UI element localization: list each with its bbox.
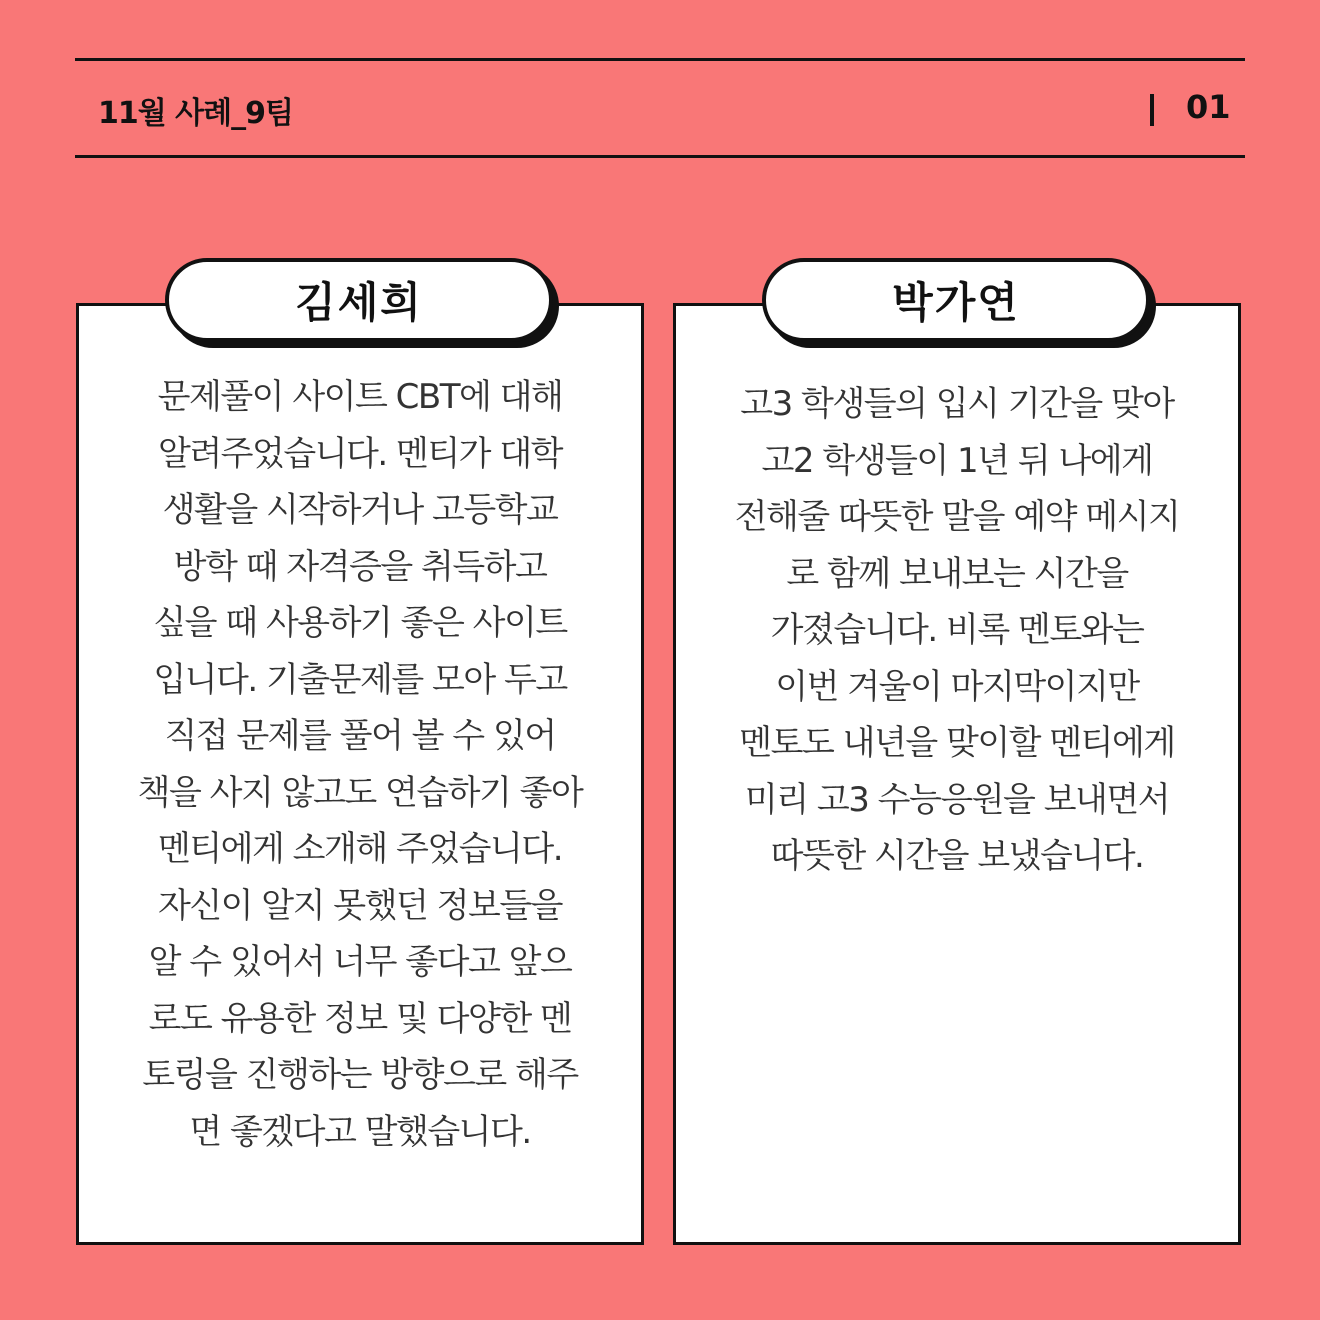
body-line: 로도 유용한 정보 및 다양한 멘	[148, 998, 572, 1039]
header-bottom-rule	[75, 155, 1245, 158]
body-line: 가졌습니다. 비록 멘토와는	[770, 610, 1144, 650]
body-line: 토링을 진행하는 방향으로 해주	[142, 1055, 578, 1095]
header-separator	[1150, 94, 1154, 126]
body-line: 미리 고3 수능응원을 보내면서	[744, 779, 1170, 820]
body-line: 알 수 있어서 너무 좋다고 앞으	[148, 942, 572, 982]
body-line: 입니다. 기출문제를 모아 두고	[153, 659, 567, 700]
body-line: 책을 사지 않고도 연습하기 좋아	[137, 772, 583, 813]
header-top-rule	[75, 58, 1245, 61]
body-line: 방학 때 자격증을 취득하고	[173, 546, 547, 587]
card-left-body	[100, 369, 620, 1160]
body-line: 전해줄 따뜻한 말을 예약 메시지	[734, 497, 1180, 537]
page-number: 01	[1186, 88, 1231, 126]
body-line: 생활을 시작하거나 고등학교	[162, 490, 558, 530]
body-line: 따뜻한 시간을 보냈습니다.	[770, 836, 1144, 876]
body-line: 멘토도 내년을 맞이할 멘티에게	[739, 723, 1175, 763]
body-line: 알려주었습니다. 멘티가 대학	[157, 433, 563, 474]
body-line: 자신이 알지 못했던 정보들을	[157, 885, 563, 926]
body-line: 직접 문제를 풀어 볼 수 있어	[164, 716, 556, 756]
body-line: 문제풀이 사이트 CBT에 대해	[157, 377, 563, 417]
body-line: 고3 학생들의 입시 기간을 맞아	[740, 384, 1174, 424]
card-right-body	[697, 376, 1217, 885]
card-right-name-tag: 박가연	[762, 258, 1150, 342]
body-line: 고2 학생들이 1년 뒤 나에게	[761, 440, 1153, 481]
body-line: 멘티에게 소개해 주었습니다.	[157, 829, 563, 869]
card-left-name-tag: 김세희	[165, 258, 553, 342]
body-line: 로 함께 보내보는 시간을	[786, 553, 1128, 594]
body-line: 싶을 때 사용하기 좋은 사이트	[153, 603, 567, 643]
body-line: 이번 겨울이 마지막이지만	[775, 666, 1139, 707]
body-line: 면 좋겠다고 말했습니다.	[189, 1111, 531, 1152]
header-title: 11월 사례_9팀	[98, 96, 293, 131]
